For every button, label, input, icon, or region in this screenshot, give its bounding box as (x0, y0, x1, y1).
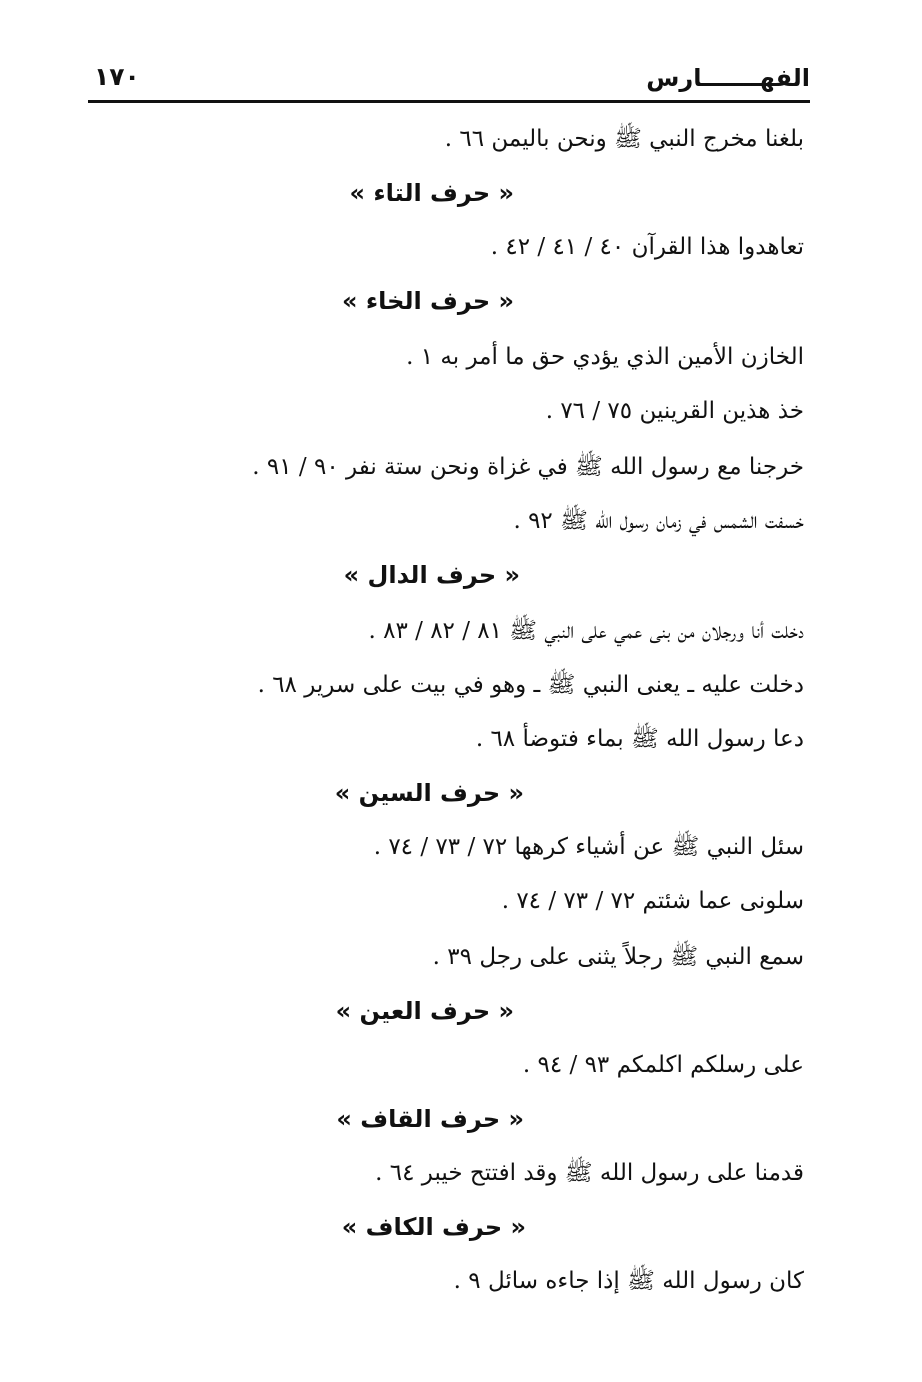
index-entry: كان رسول الله ﷺ إذا جاءه سائل ٩ . (453, 1268, 804, 1294)
page-number: ١٧٠ (94, 62, 140, 91)
index-entry: سلونى عما شئتم ٧٢ / ٧٣ / ٧٤ . (501, 888, 804, 914)
section-heading: « حرف العين » (335, 997, 514, 1025)
section-heading: « حرف الكاف » (341, 1213, 526, 1241)
index-entry: دخلت أنا ورجلان من بنى عمي على النبي ﷺ ٨١ / ٨٢ / ٨٣ . (368, 618, 804, 644)
index-entry: قدمنا على رسول الله ﷺ وقد افتتح خيبر ٦٤ . (375, 1160, 804, 1186)
index-entry: سمع النبي ﷺ رجلاً يثنى على رجل ٣٩ . (432, 944, 804, 970)
index-entry: خرجنا مع رسول الله ﷺ في غزاة ونحن ستة نفر ٩٠ / ٩١ . (252, 454, 804, 480)
index-entry: الخازن الأمين الذي يؤدي حق ما أمر به ١ . (406, 344, 804, 370)
section-heading: « حرف الدال » (343, 561, 520, 589)
page-title: الفهـــــــارس (646, 64, 810, 92)
section-heading: « حرف الخاء » (342, 287, 514, 315)
index-entry: دعا رسول الله ﷺ بماء فتوضأ ٦٨ . (475, 726, 804, 752)
index-entry: بلغنا مخرج النبي ﷺ ونحن باليمن ٦٦ . (444, 126, 804, 152)
index-entry: سئل النبي ﷺ عن أشياء كرهها ٧٢ / ٧٣ / ٧٤ . (373, 834, 804, 860)
index-entry: دخلت عليه ـ يعنى النبي ﷺ ـ وهو في بيت على سرير ٦٨ . (257, 672, 804, 698)
index-entry: خذ هذين القرينين ٧٥ / ٧٦ . (545, 398, 804, 424)
index-entry: خسفت الشمس في زمان رسول الله ﷺ ٩٢ . (513, 508, 804, 534)
section-heading: « حرف السين » (334, 779, 524, 807)
header-divider (88, 100, 810, 103)
section-heading: « حرف التاء » (349, 179, 514, 207)
index-entry: على رسلكم اكلمكم ٩٣ / ٩٤ . (522, 1052, 804, 1078)
page-header (88, 60, 810, 100)
index-entry: تعاهدوا هذا القرآن ٤٠ / ٤١ / ٤٢ . (490, 234, 804, 260)
section-heading: « حرف القاف » (336, 1105, 524, 1133)
